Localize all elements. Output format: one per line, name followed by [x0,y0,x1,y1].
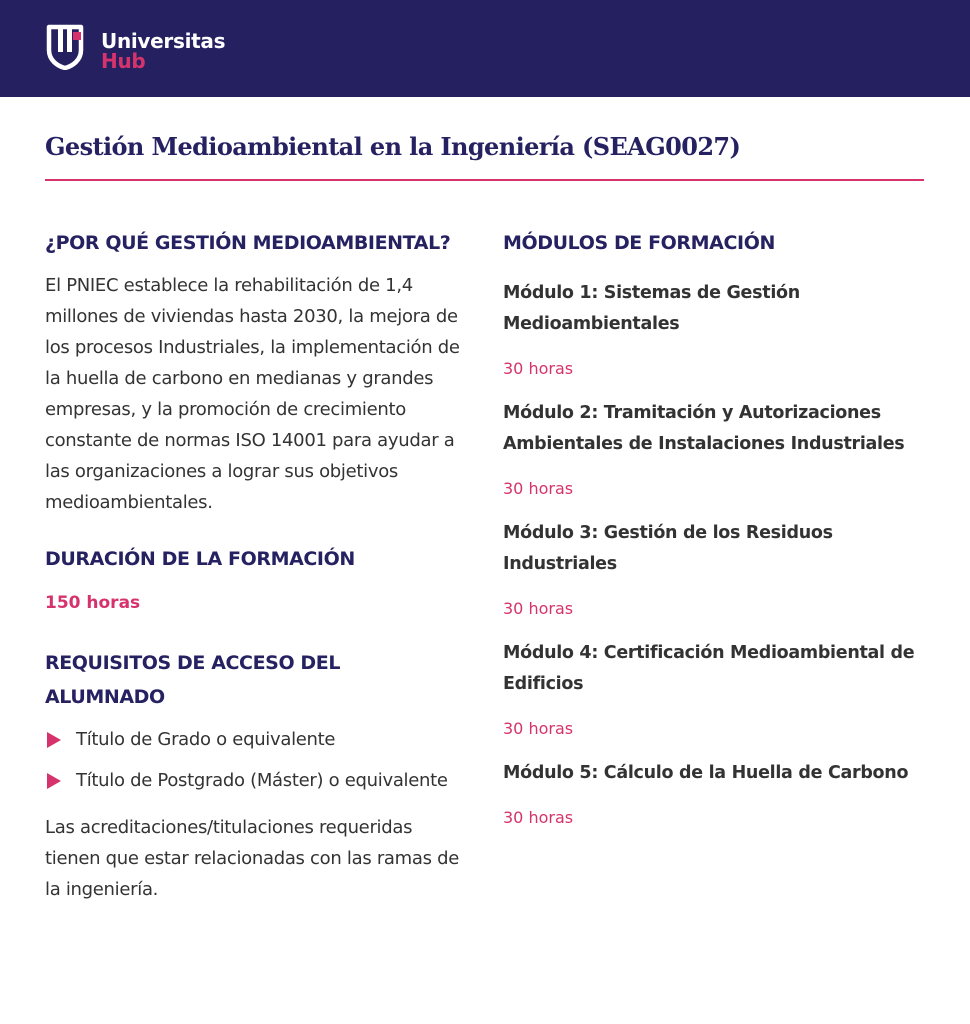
module-hours: 30 horas [503,359,574,378]
module-title: Módulo 1: Sistemas de Gestión Medioambientales [503,283,800,334]
module-item [503,758,923,829]
module-hours: 30 horas [503,808,574,827]
triangle-bullet-icon [47,773,61,789]
modules-heading: MÓDULOS DE FORMACIÓN [503,232,775,254]
requirements-note: Las acreditaciones/titulaciones requeridas tienen que estar relacionadas con las ramas de la ingeniería. [45,817,460,900]
triangle-bullet-icon [47,732,61,748]
module-title: Módulo 2: Tramitación y Autorizaciones Ambientales de Instalaciones Industriales [503,403,905,454]
duration-heading: DURACIÓN DE LA FORMACIÓN [45,548,355,570]
module-hours: 30 horas [503,719,574,738]
module-hours: 30 horas [503,479,574,498]
why-heading: ¿POR QUÉ GESTIÓN MEDIOAMBIENTAL? [45,232,451,254]
module-item [503,278,923,380]
module-item [503,638,923,740]
left-column [45,226,465,905]
page-title: Gestión Medioambiental en la Ingeniería (SEAG0027) [45,132,741,161]
list-item [45,765,465,796]
module-item [503,518,923,620]
list-item [45,724,465,755]
requirements-list [45,724,465,796]
site-header [0,0,970,97]
why-text: El PNIEC establece la rehabilitación de 1,4 millones de viviendas hasta 2030, la mejora de los procesos Industriales, la implementación de la huella de carbono en medianas y grandes empresas, y la promoción de crecimiento constante de normas ISO 14001 para ayudar a las organizaciones a lograr sus objetivos medioambientales. [45,275,460,513]
module-title: Módulo 5: Cálculo de la Huella de Carbono [503,763,909,783]
brand-name[interactable] [101,31,225,71]
right-column [503,226,923,847]
module-hours: 30 horas [503,599,574,618]
brand-line-2: Hub [101,49,146,73]
requirements-heading: REQUISITOS DE ACCESO DEL ALUMNADO [45,652,341,708]
brand-line-1: Universitas [101,29,226,53]
requirement-text: Título de Postgrado (Máster) o equivalente [76,770,448,791]
requirement-text: Título de Grado o equivalente [76,729,336,750]
module-item [503,398,923,500]
duration-value: 150 horas [45,593,141,613]
module-title: Módulo 4: Certificación Medioambiental de Edificios [503,643,915,694]
shield-u-logo-icon[interactable] [46,24,84,70]
module-title: Módulo 3: Gestión de los Residuos Industriales [503,523,833,574]
title-divider [45,179,924,181]
